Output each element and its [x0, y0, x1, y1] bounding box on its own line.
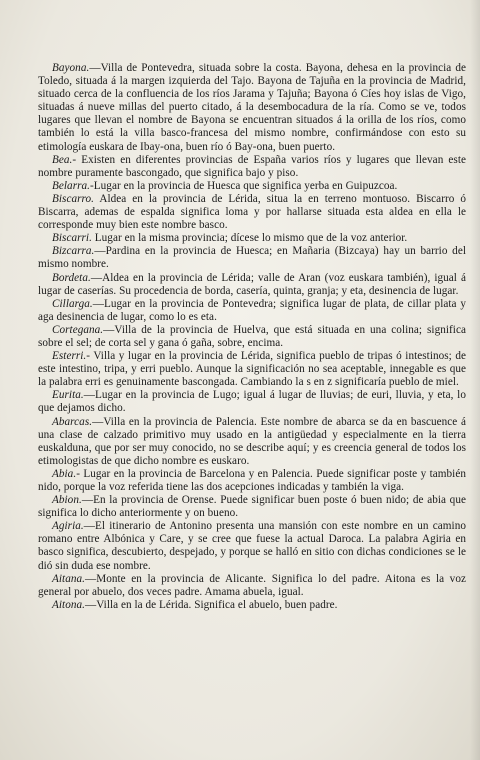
entry-aitona: [38, 599, 466, 612]
entry-headword: Agiria.: [52, 520, 84, 533]
entry-headword: Bea.: [52, 153, 73, 166]
entry-esterri: [38, 350, 466, 389]
entry-eurita: [38, 389, 466, 415]
entry-headword: Bordeta.: [52, 271, 91, 284]
entry-text: —Aldea en la provincia de Lérida; valle de Aran (voz euskara también), igual á lugar de caserías. Su procedencia de borda, casería, quinta, granja; y eta, desinencia de lugar.: [38, 271, 466, 297]
entry-text: —Villa en la provincia de Palencia. Este nombre de abarca se da en bascuence á una clase de calzado primitivo muy usado en la antigüedad y especialmente en la tierra euskalduna, que por ser muy conocido, no se describe aquí; y es creencia general de todos los etimologistas de que dicho nombre es euskaro.: [38, 415, 466, 467]
entry-headword: Cillarga.: [52, 297, 93, 310]
entry-bordeta: [38, 272, 466, 298]
entry-cillarga: [38, 298, 466, 324]
entry-headword: Abion.: [52, 494, 82, 507]
entry-text: - Lugar en la provincia de Barcelona y en Palencia. Puede significar poste y también nido, porque la voz referida tiene las dos acepciones indicadas y también la viga.: [38, 467, 466, 493]
entry-cortegana: [38, 324, 466, 350]
entry-text: - Villa y lugar en la provincia de Lérida, significa pueblo de tripas ó intestinos; de este intestino, tripa, y erri pueblo. Aunque la significación no sea aceptable, innegable es que la palabra erri es genuinamente bascongada. Cambiando la s en z significaría pueblo de miel.: [38, 350, 466, 389]
entry-abarcas: [38, 416, 466, 468]
entry-biscarri: [38, 232, 466, 245]
entry-agiria: [38, 520, 466, 572]
entry-abion: [38, 494, 466, 520]
entry-headword: Aitana.: [52, 572, 85, 585]
entry-text: —Monte en la provincia de Alicante. Significa lo del padre. Aitona es la voz general por abuelo, dos veces padre. Amama abuela, igual.: [38, 572, 466, 598]
entry-belarra: [38, 180, 466, 193]
entry-bayona: [38, 62, 466, 154]
entry-headword: Biscarro.: [52, 192, 94, 205]
entry-headword: Esterri.: [52, 350, 87, 363]
entry-headword: Belarra.: [52, 179, 90, 192]
entry-bizcarra: [38, 245, 466, 271]
entry-headword: Biscarri.: [52, 232, 92, 245]
entry-headword: Cortegana.: [52, 323, 104, 336]
entry-text: —Lugar en la provincia de Pontevedra; significa lugar de plata, de cillar plata y aga desinencia de lugar, como lo es eta.: [38, 297, 466, 323]
entry-text: —Villa de Pontevedra, situada sobre la costa. Bayona, dehesa en la provincia de Toledo, situada á la margen izquierda del Tajo. Bayona de Tajuña en la provincia de Madrid, situado cerca de la confluencia de los ríos Jarama y Tajuña; Bayona ó Cíes hoy islas de Vigo, situadas á nueve millas del puerto citado, á la desembocadura de la ría. Como se ve, todos lugares que llevan el nombre de Bayona se encuentran situados á la orilla de los ríos, como también lo está la villa basco-francesa del mismo nombre, confirmándose con esto su etimología euskara de Ibay-ona, buen río ó Bay-ona, buen puerto.: [38, 62, 466, 153]
entry-aitana: [38, 573, 466, 599]
entry-headword: Aitona.: [52, 598, 85, 611]
entry-text: Aldea en la provincia de Lérida, situa la en terreno montuoso. Biscarro ó Biscarra, ademas de espalda significa loma y por hallarse situada esta aldea en ella le corresponde muy bien este nombre basco.: [38, 192, 466, 232]
entry-text: —En la provincia de Orense. Puede significar buen poste ó buen nido; de abia que significa lo dicho anteriormente y on bueno.: [38, 494, 466, 520]
entry-biscarro: [38, 193, 466, 232]
entry-text: -Lugar en la provincia de Huesca que significa yerba en Guipuzcoa.: [90, 179, 398, 192]
entry-text: Lugar en la misma provincia; dícese lo mismo que de la voz anterior.: [91, 232, 408, 245]
entry-text: —Villa de la provincia de Huelva, que está situada en una colina; significa sobre el sel; de corta sel y gana ó gaña, sobre, encima.: [38, 323, 466, 349]
entry-headword: Abarcas.: [52, 415, 93, 428]
entry-bea: [38, 154, 466, 180]
entry-headword: Eurita.: [52, 389, 84, 402]
entry-text: —Villa en la de Lérida. Significa el abuelo, buen padre.: [84, 598, 338, 611]
entry-text: - Existen en diferentes provincias de España varios ríos y lugares que llevan este nombre puramente bascongado, que significa bajo y piso.: [38, 153, 466, 179]
entry-text: —Pardina en la provincia de Huesca; en Mañaria (Bizcaya) hay un barrio del mismo nombre.: [38, 245, 466, 271]
entry-headword: Bizcarra.: [52, 245, 95, 258]
entry-headword: Bayona.: [52, 62, 90, 74]
entry-text: —Lugar en la provincia de Lugo; igual á lugar de lluvias; de euri, lluvia, y eta, lo que dejamos dicho.: [38, 389, 466, 415]
entry-headword: Abia.: [52, 467, 77, 480]
entry-text: —El itinerario de Antonino presenta una mansión con este nombre en un camino romano entre Albónica y Care, y se cree que fuese la actual Daroca. La palabra Agiria en basco significa, descubierto, despejado, y porque se halló en sitio con dichas condiciones se le dió sin duda ese nombre.: [38, 520, 466, 572]
entry-abia: [38, 468, 466, 494]
